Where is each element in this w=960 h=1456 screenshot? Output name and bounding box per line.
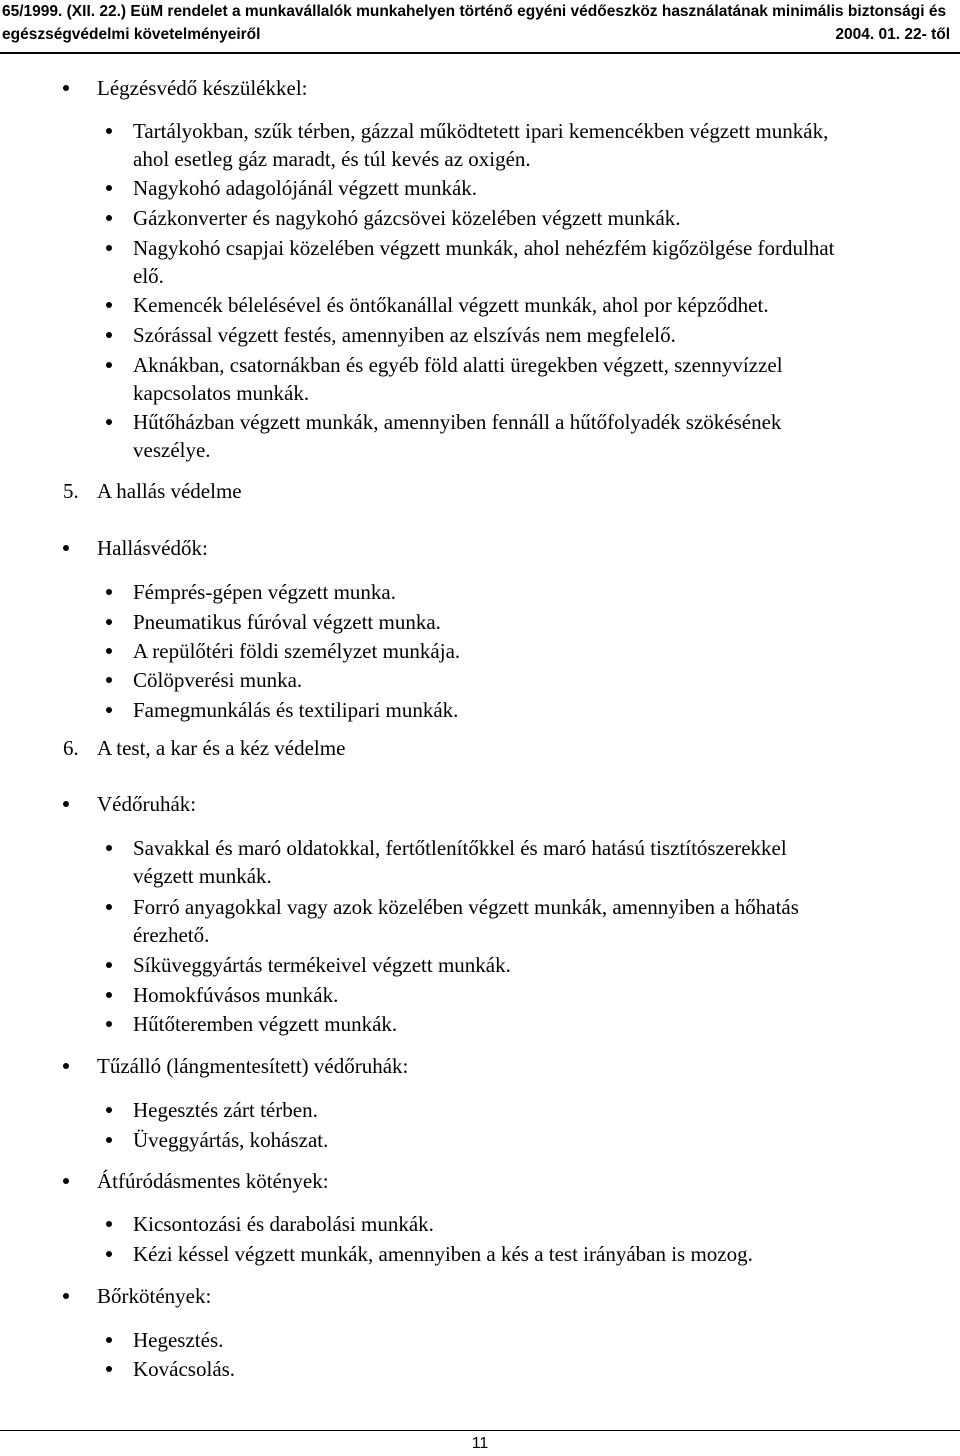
list-item: Szórással végzett festés, amennyiben az elszívás nem megfelelő. (133, 323, 676, 347)
bullet-icon (106, 904, 112, 910)
list-item-continuation: veszélye. (133, 438, 211, 462)
section-number-6: 6. (63, 736, 79, 760)
bullet-icon (63, 545, 69, 551)
list-item: Nagykohó csapjai közelében végzett munkák, ahol nehézfém kigőzölgése fordulhat (133, 236, 835, 260)
list-item: Kézi késsel végzett munkák, amennyiben a kés a test irányában is mozog. (133, 1242, 753, 1266)
list-item: A repülőtéri földi személyzet munkája. (133, 639, 461, 663)
list-item: Kovácsolás. (133, 1357, 236, 1381)
list-item: Hűtőházban végzett munkák, amennyiben fennáll a hűtőfolyadék szökésének (133, 410, 782, 434)
bullet-icon (106, 677, 112, 683)
bullet-icon (106, 362, 112, 368)
bullet-icon (106, 845, 112, 851)
bullet-icon (106, 1251, 112, 1257)
list-item: Síküveggyártás termékeivel végzett munkák. (133, 953, 511, 977)
list-item: Hűtőteremben végzett munkák. (133, 1012, 398, 1036)
bullet-icon (106, 589, 112, 595)
list-item: Kicsontozási és darabolási munkák. (133, 1212, 434, 1236)
list-item: Pneumatikus fúróval végzett munka. (133, 610, 441, 634)
list-item-continuation: kapcsolatos munkák. (133, 381, 310, 405)
bullet-icon (106, 619, 112, 625)
section-title-5: A hallás védelme (97, 479, 242, 503)
list-item: Famegmunkálás és textilipari munkák. (133, 698, 459, 722)
bullet-icon (106, 1107, 112, 1113)
list-item: Aknákban, csatornákban és egyéb föld alatti üregekben végzett, szennyvízzel (133, 353, 783, 377)
header-date: 2004. 01. 22- től (835, 26, 950, 43)
list-item: Hegesztés. (133, 1328, 224, 1352)
section-heading-kotenyek: Átfúródásmentes kötények: (97, 1169, 329, 1193)
list-item: Üveggyártás, kohászat. (133, 1128, 329, 1152)
list-item: Tartályokban, szűk térben, gázzal működtetett ipari kemencékben végzett munkák, (133, 119, 829, 143)
list-item: Forró anyagokkal vagy azok közelében végzett munkák, amennyiben a hőhatás (133, 895, 799, 919)
list-item: Cölöpverési munka. (133, 668, 303, 692)
bullet-icon (63, 1293, 69, 1299)
header-title-line2-row (2, 23, 950, 47)
bullet-icon (106, 185, 112, 191)
section-heading-tuzallo: Tűzálló (lángmentesített) védőruhák: (97, 1054, 409, 1078)
list-item: Hegesztés zárt térben. (133, 1098, 318, 1122)
section-heading-hallas: Hallásvédők: (97, 536, 208, 560)
footer-divider (0, 1430, 960, 1431)
section-heading-bor: Bőrkötények: (97, 1284, 212, 1308)
header-title-line2: egészségvédelmi követelményeiről (2, 26, 261, 43)
list-item: Fémprés-gépen végzett munka. (133, 580, 396, 604)
document-header (0, 0, 960, 60)
list-item: Kemencék bélelésével és öntőkanállal végzett munkák, ahol por képződhet. (133, 293, 769, 317)
bullet-icon (106, 1021, 112, 1027)
bullet-icon (63, 1063, 69, 1069)
bullet-icon (106, 332, 112, 338)
list-item-continuation: elő. (133, 264, 164, 288)
section-title-6: A test, a kar és a kéz védelme (97, 736, 346, 760)
bullet-icon (106, 128, 112, 134)
list-item: Gázkonverter és nagykohó gázcsövei közelében végzett munkák. (133, 206, 681, 230)
bullet-icon (106, 302, 112, 308)
bullet-icon (106, 992, 112, 998)
bullet-icon (63, 1178, 69, 1184)
list-item: Homokfúvásos munkák. (133, 983, 339, 1007)
bullet-icon (106, 648, 112, 654)
bullet-icon (106, 1137, 112, 1143)
list-item: Savakkal és maró oldatokkal, fertőtlenítőkkel és maró hatású tisztítószerekkel (133, 836, 787, 860)
bullet-icon (106, 245, 112, 251)
bullet-icon (106, 1337, 112, 1343)
section-heading-legzes: Légzésvédő készülékkel: (97, 76, 308, 100)
bullet-icon (106, 1366, 112, 1372)
bullet-icon (63, 801, 69, 807)
section-heading-vedoruha: Védőruhák: (97, 792, 197, 816)
bullet-icon (106, 707, 112, 713)
section-number-5: 5. (63, 479, 79, 503)
list-item-continuation: érezhető. (133, 923, 210, 947)
list-item: Nagykohó adagolójánál végzett munkák. (133, 176, 478, 200)
header-divider (0, 52, 960, 54)
list-item-continuation: végzett munkák. (133, 864, 272, 888)
bullet-icon (106, 419, 112, 425)
bullet-icon (63, 85, 69, 91)
header-title-line1: 65/1999. (XII. 22.) EüM rendelet a munkavállalók munkahelyen történő egyéni védőeszköz használatának minimális biztonsági és (2, 3, 947, 20)
bullet-icon (106, 962, 112, 968)
list-item-continuation: ahol esetleg gáz maradt, és túl kevés az oxigén. (133, 147, 531, 171)
page-number: 11 (471, 1435, 489, 1452)
bullet-icon (106, 1221, 112, 1227)
bullet-icon (106, 215, 112, 221)
